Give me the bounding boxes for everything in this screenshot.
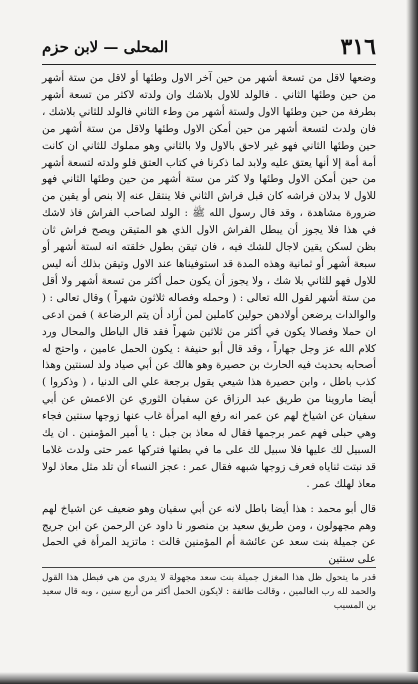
page-edge-bottom [0,672,418,684]
body-paragraph: قال أبو محمد : هذا أيضا باطل لانه عن أبي سفيان وهو ضعيف عن اشياخ لهم وهم مجهولون ، ومن طريق سعيد بن منصور نا داود عن الرحمن عن ابن جريج عن جميلة بنت سعد عن عائشة أم المؤمنين قالت : ماتزيد المرأة في الحمل على سنتين [42,502,376,566]
footnote-divider [42,567,376,568]
page-edge-right [406,0,418,684]
header-divider [42,64,376,65]
page-number: ٣١٦ [340,34,376,60]
page-header [42,30,376,64]
footnote-text: قدر ما يتحول ظل هذا المغزل جميلة بنت سعد مجهولة لا يدري من هي فبطل هذا القول والحمد لله رب العالمين ، وقالت طائفة : لايكون الحمل أكثر من أربع سنين ، وبه قال سعيد بن المسيب [42,573,376,611]
main-text [42,70,376,568]
running-title: المحلى — لابن حزم [42,38,169,56]
body-paragraph: وضعها لاقل من تسعة أشهر من حين آخر الاول وطئها أو لاقل من ستة أشهر من حين وطئها الثاني . فالولد للاول بلاشك وان ولدته لاكثر من تسعة أشهر بطرفة من حين وطئها الاول ولستة أشهر من وطء الثاني فالولد للثاني بلاشك ، فان ولدت لتسعة أشهر من حين أمكن الاول وطئها ولاقل من ستة أشهر من حين وطئها الثاني فهو غير لاحق بالاول ولا بالثاني وهو مملوك للثاني ان كانت أمة أمة إلا أنها يعتق عليه ولابد لما ذكرنا في كتاب العتق فلو ولدته لتسعة أشهر من حين أمكن الاول وطئها ولا كثر من ستة أشهر من حين وطئها الثاني فهو للاول لا بدلان فراشه كان قبل فراش الثاني فلا ينتقل عنه إلا بنص أو يقين من ضرورة مشاهدة ، وقد قال رسول الله ﷺ : الولد لصاحب الفراش فاذ لاشك في هذا فلا يجوز أن يبطل الفراش الاول الذي هو المتيقن ويصح فراش ثان بظن لسكن يقين لاجال للشك فيه ، فان تيقن بطول خلقته انه لستة أشهر أو سبعة أشهر أو ثمانية وهذه المدة قد استوفيناها عند الاول وتيقن بذلك أنه ليس للاول فهو للثاني بلا شك ، ولا يجوز أن يكون حمل أكثر من تسعة أشهر ولا أقل من ستة أشهر لقول الله تعالى : ( وحمله وفصاله ثلاثون شهراً ) وقال تعالى : ( والوالدات يرضعن أولادهن حولين كاملين لمن أراد أن يتم الرضاعة ) فمن ادعى ان حملا وفصالا يكون في أكثر من ثلاثين شهراً فقد قال الباطل والمحال ورد كلام الله عز وجل جهاراً ، وقد قال أبو حنيفة : يكون الحمل عامين ، واحتج له أصحابه بحديث فيه الحارث بن حصيرة وهو هالك عن أبي صياد ولد لسنتين وهذا كذب باطل ، وابن حصيرة هذا شيعي يقول برجعة علي الى الدنيا ، ( وذكروا ) أيضا ماروينا من طريق عبد الرزاق عن سفيان الثوري عن الاعمش عن أبي سفيان عن اشياخ لهم عن عمر انه رفع اليه امرأة غاب عنها زوجها سنتين فجاء وهي حبلى فهم عمر برجمها فقال له معاذ بن جبل : يا أمير المؤمنين . ان يك السبيل لك عليها فلا سبيل لك على ما في بطنها فتركها عمر حتى ولدت غلاما قد نبتت ثناياه فعرف زوجها شبهه فقال عمر : عجز النساء أن تلد مثل معاذ لولا معاذ لهلك عمر . [42,72,377,490]
